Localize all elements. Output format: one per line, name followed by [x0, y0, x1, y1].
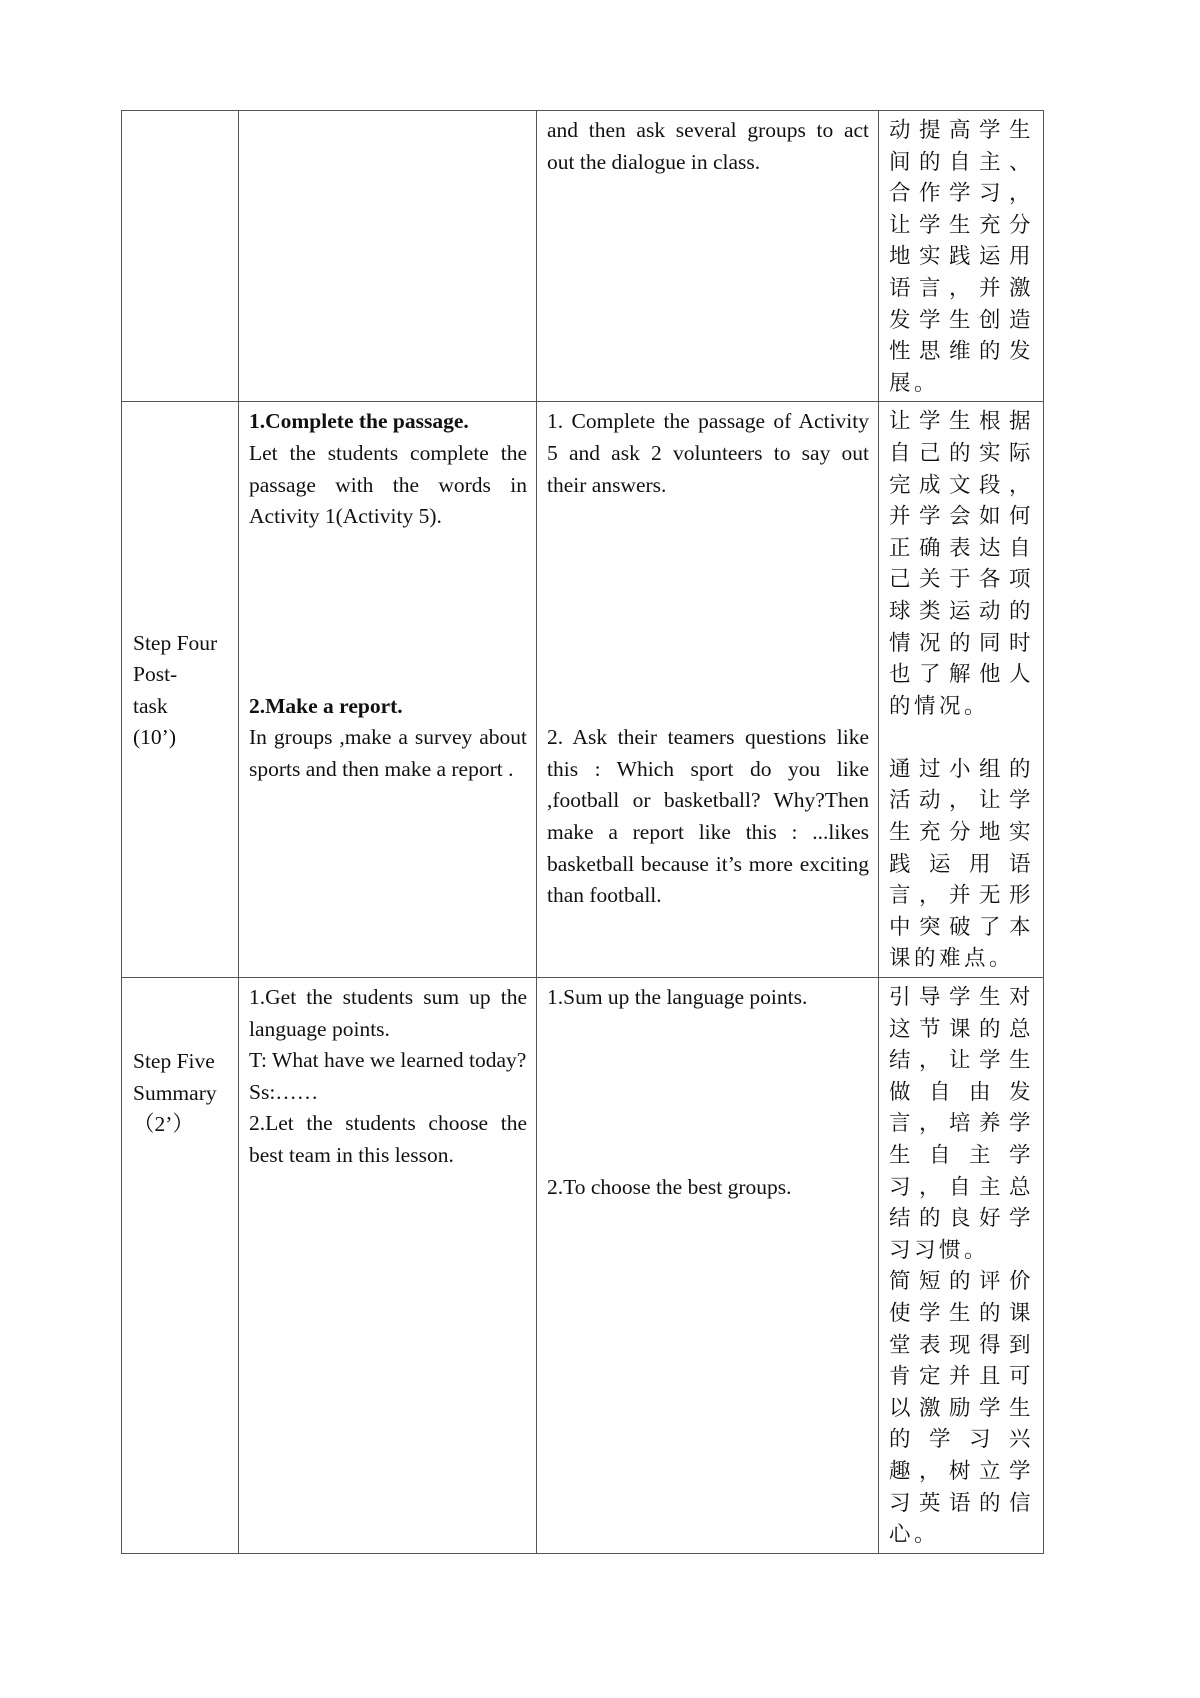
table-row	[122, 402, 1044, 978]
teacher-activity-cell	[239, 978, 537, 1554]
activity-text: Let the students complete the passage with the words in Activity 1(Activity 5).	[249, 440, 527, 529]
activity-text: In groups ,make a survey about sports and then make a report .	[249, 725, 527, 781]
purpose-text: 通过小组的活动，让学生充分地实践运用语言，并无形中突破了本课的难点。	[889, 756, 1034, 972]
purpose-text: 动提高学生间的自主、合作学习，让学生充分地实践运用语言，并激发学生创造性思维的发展。	[889, 118, 1034, 396]
lesson-plan-table	[121, 110, 1044, 1554]
purpose-text: 引导学生对这节课的总结，让学生做自由发言，培养学生自主学习，自主总结的良好学习习惯。	[889, 985, 1034, 1263]
student-activity-text: 1. Complete the passage of Activity 5 and ask 2 volunteers to say out their answers.	[547, 409, 869, 497]
student-activity-text: 1.Sum up the language points.	[547, 985, 808, 1010]
purpose-cell	[879, 402, 1044, 978]
student-activity-text: 2. Ask their teamers questions like this : Which sport do you like ,football or basketball? Why?Then make a report like this : ...likes basketball because it’s more exciting than football.	[547, 725, 869, 908]
step-label: Summary	[133, 1080, 217, 1105]
purpose-cell	[879, 111, 1044, 402]
step-label: Step Five	[133, 1049, 215, 1074]
step-label: Step Four	[133, 630, 218, 655]
student-activity-text: and then ask several groups to act out the dialogue in class.	[547, 118, 869, 174]
step-time: （2’）	[133, 1112, 194, 1137]
table-row	[122, 978, 1044, 1554]
student-activity-cell	[537, 402, 879, 978]
activity-text: Ss:……	[249, 1079, 319, 1104]
activity-heading: 2.Make a report.	[249, 693, 403, 718]
purpose-text: 简短的评价使学生的课堂表现得到肯定并且可以激励学生的学习兴趣，树立学习英语的信心。	[889, 1269, 1034, 1548]
step-cell	[122, 402, 239, 978]
activity-text: 2.Let the students choose the best team in this lesson.	[249, 1111, 527, 1167]
student-activity-text: 2.To choose the best groups.	[547, 1174, 792, 1199]
step-label: Post-	[133, 662, 178, 687]
purpose-cell	[879, 978, 1044, 1554]
teacher-activity-cell	[239, 402, 537, 978]
table-row	[122, 111, 1044, 402]
teacher-activity-cell	[239, 111, 537, 402]
purpose-text: 让学生根据自己的实际完成文段，并学会如何正确表达自己关于各项球类运动的情况的同时也了解他人的情况。	[889, 409, 1034, 719]
student-activity-cell	[537, 978, 879, 1554]
activity-heading: 1.Complete the passage.	[249, 409, 469, 434]
step-cell	[122, 978, 239, 1554]
student-activity-cell	[537, 111, 879, 402]
step-time: (10’)	[133, 725, 176, 750]
step-cell	[122, 111, 239, 402]
activity-text: 1.Get the students sum up the language points.	[249, 985, 527, 1041]
activity-text: T: What have we learned today?	[249, 1048, 527, 1073]
step-label: task	[133, 693, 168, 718]
